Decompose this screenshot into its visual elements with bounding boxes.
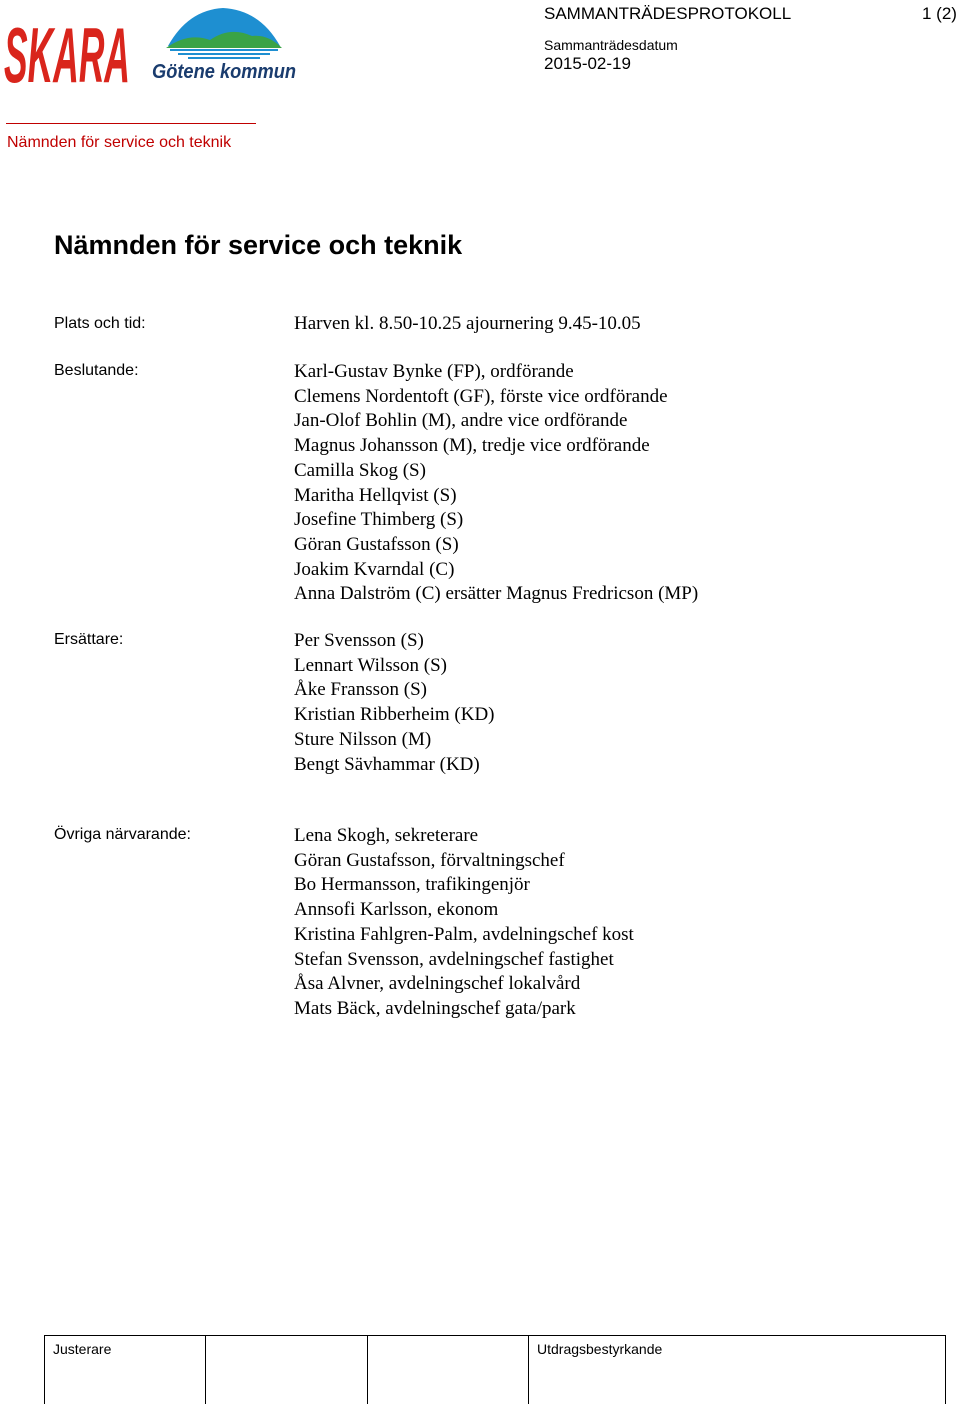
- others-present-label: Övriga närvarande:: [54, 826, 191, 844]
- list-item: Sture Nilsson (M): [294, 728, 495, 753]
- list-item: Göran Gustafsson, förvaltningschef: [294, 849, 634, 874]
- list-item: Bo Hermansson, trafikingenjör: [294, 873, 634, 898]
- list-item: Lennart Wilsson (S): [294, 654, 495, 679]
- list-item: Karl-Gustav Bynke (FP), ordförande: [294, 360, 698, 385]
- decision-makers-label: Beslutande:: [54, 362, 139, 380]
- extract-certifier-cell: [529, 1336, 946, 1404]
- decision-makers-list: [294, 360, 698, 607]
- list-item: Annsofi Karlsson, ekonom: [294, 898, 634, 923]
- list-item: Josefine Thimberg (S): [294, 508, 698, 533]
- place-time-label: Plats och tid:: [54, 315, 146, 333]
- skara-logo: [4, 6, 130, 86]
- adjusters-signature-box: [206, 1336, 367, 1404]
- page-number: 1 (2): [922, 4, 957, 24]
- list-item: Stefan Svensson, avdelningschef fastighet: [294, 948, 634, 973]
- skara-logo-text: SKARA: [4, 11, 130, 86]
- list-item: Clemens Nordentoft (GF), förste vice ordförande: [294, 385, 698, 410]
- list-item: Bengt Sävhammar (KD): [294, 753, 495, 778]
- list-item: Jan-Olof Bohlin (M), andre vice ordförande: [294, 409, 698, 434]
- place-time-value: Harven kl. 8.50-10.25 ajournering 9.45-10.05: [294, 313, 641, 335]
- list-item: Mats Bäck, avdelningschef gata/park: [294, 997, 634, 1022]
- substitutes-label: Ersättare:: [54, 631, 123, 649]
- list-item: Lena Skogh, sekreterare: [294, 824, 634, 849]
- list-item: Åke Fransson (S): [294, 678, 495, 703]
- list-item: Camilla Skog (S): [294, 459, 698, 484]
- department-divider: [6, 123, 256, 124]
- adjusters-signature-box: [367, 1336, 528, 1404]
- page-title: Nämnden för service och teknik: [54, 230, 462, 261]
- meeting-date-label: Sammanträdesdatum: [544, 37, 678, 53]
- list-item: Maritha Hellqvist (S): [294, 484, 698, 509]
- document-type: SAMMANTRÄDESPROTOKOLL: [544, 4, 791, 24]
- list-item: Anna Dalström (C) ersätter Magnus Fredricson (MP): [294, 582, 698, 607]
- department-name: Nämnden för service och teknik: [7, 134, 231, 152]
- list-item: Magnus Johansson (M), tredje vice ordförande: [294, 434, 698, 459]
- list-item: Kristina Fahlgren-Palm, avdelningschef kost: [294, 923, 634, 948]
- list-item: Joakim Kvarndal (C): [294, 558, 698, 583]
- list-item: Göran Gustafsson (S): [294, 533, 698, 558]
- substitutes-list: [294, 629, 495, 777]
- list-item: Kristian Ribberheim (KD): [294, 703, 495, 728]
- extract-certifier-label: Utdragsbestyrkande: [537, 1341, 662, 1357]
- meeting-date-value: 2015-02-19: [544, 54, 631, 74]
- gotene-kommun-logo: [148, 4, 298, 84]
- signature-table: [44, 1335, 946, 1404]
- others-present-list: [294, 824, 634, 1022]
- adjusters-label: Justerare: [53, 1341, 111, 1357]
- list-item: Per Svensson (S): [294, 629, 495, 654]
- gotene-logo-text: Götene kommun: [152, 61, 296, 83]
- adjusters-cell: [45, 1336, 206, 1404]
- list-item: Åsa Alvner, avdelningschef lokalvård: [294, 972, 634, 997]
